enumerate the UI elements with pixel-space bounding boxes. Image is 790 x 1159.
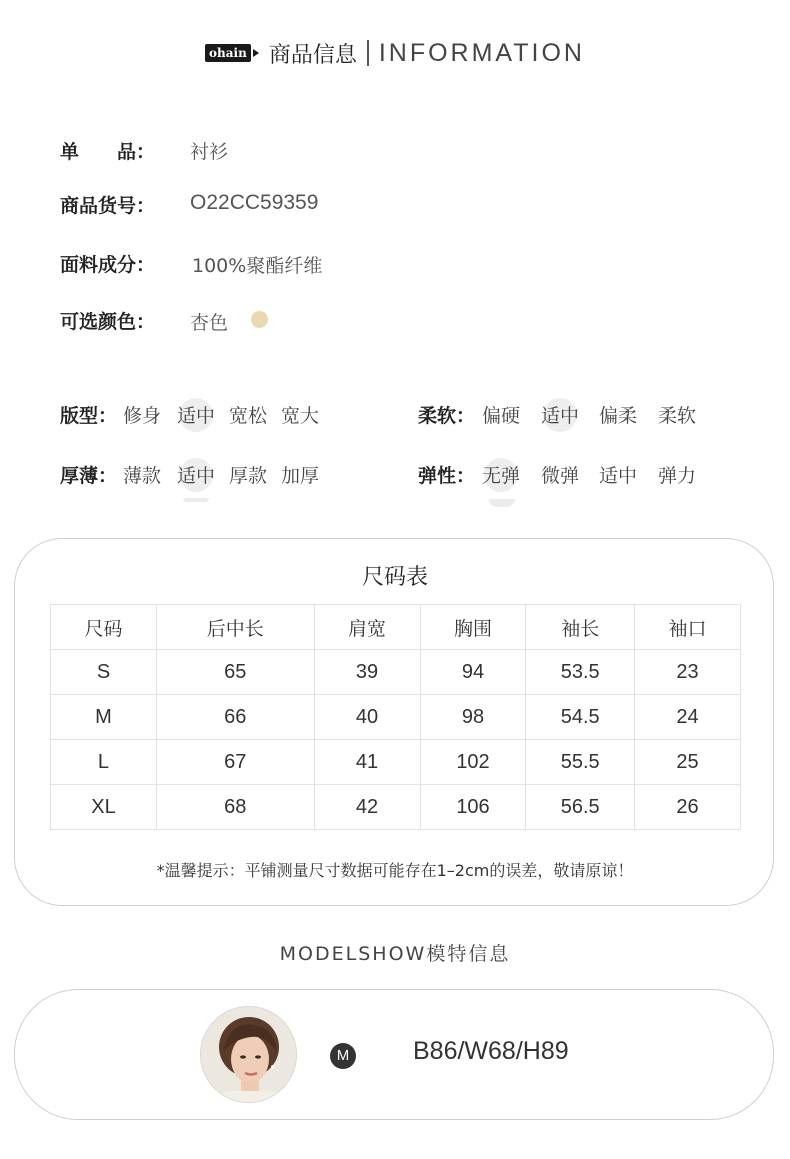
table-header-row bbox=[51, 605, 741, 650]
play-icon bbox=[253, 49, 259, 57]
info-value-item: 衬衫 bbox=[190, 141, 229, 163]
table-header-cell: 袖口 bbox=[634, 605, 740, 650]
header-title-en: INFORMATION bbox=[378, 38, 585, 67]
table-header-cell: 胸围 bbox=[420, 605, 526, 650]
model-show-title: MODELSHOW模特信息 bbox=[279, 943, 511, 965]
attr-option-thickness: 加厚 bbox=[281, 465, 320, 487]
info-label-fabric: 面料成分： bbox=[60, 254, 156, 276]
table-row bbox=[51, 650, 741, 695]
table-cell: 68 bbox=[156, 785, 314, 830]
table-cell: 25 bbox=[634, 740, 740, 785]
attr-option-softness: 柔软 bbox=[658, 405, 697, 427]
table-cell: 26 bbox=[634, 785, 740, 830]
attr-label-elasticity: 弹性： bbox=[418, 465, 476, 487]
header-title-cn: 商品信息 bbox=[268, 42, 357, 68]
table-cell: 66 bbox=[156, 695, 314, 740]
attr-label-fit: 版型： bbox=[60, 405, 118, 427]
table-cell: 42 bbox=[314, 785, 420, 830]
table-header-cell: 肩宽 bbox=[314, 605, 420, 650]
table-cell: 40 bbox=[314, 695, 420, 740]
attr-option-softness: 偏柔 bbox=[599, 405, 638, 427]
info-label-sku: 商品货号： bbox=[60, 195, 156, 217]
table-cell: L bbox=[51, 740, 157, 785]
attr-option-elasticity-selected: 无弹 bbox=[482, 461, 520, 488]
table-cell: 54.5 bbox=[526, 695, 634, 740]
table-cell: 94 bbox=[420, 650, 526, 695]
table-cell: 67 bbox=[156, 740, 314, 785]
table-cell: 24 bbox=[634, 695, 740, 740]
table-cell: M bbox=[51, 695, 157, 740]
table-cell: S bbox=[51, 650, 157, 695]
table-cell: 53.5 bbox=[526, 650, 634, 695]
size-chart-table bbox=[50, 604, 741, 830]
model-portrait-image bbox=[201, 1007, 296, 1102]
table-cell: 39 bbox=[314, 650, 420, 695]
attr-option-thickness: 薄款 bbox=[123, 465, 162, 487]
table-header-cell: 尺码 bbox=[51, 605, 157, 650]
model-measurements: B86/W68/H89 bbox=[413, 1037, 569, 1065]
model-card bbox=[14, 989, 774, 1120]
brand-logo-text: ohain bbox=[205, 44, 251, 62]
attr-option-fit: 宽松 bbox=[229, 405, 268, 427]
attr-option-softness-selected: 适中 bbox=[541, 401, 579, 428]
attr-option-fit: 宽大 bbox=[281, 405, 320, 427]
info-value-sku: O22CC59359 bbox=[190, 191, 319, 214]
info-label-color: 可选颜色： bbox=[60, 311, 156, 333]
color-swatch bbox=[251, 311, 268, 328]
measurement-note: *温馨提示：平铺测量尺寸数据可能存在1–2cm的误差，敬请原谅！ bbox=[156, 861, 634, 880]
info-value-fabric: 100%聚酯纤维 bbox=[192, 255, 323, 277]
attr-label-thickness: 厚薄： bbox=[60, 465, 118, 487]
attr-option-elasticity: 适中 bbox=[599, 465, 638, 487]
model-avatar bbox=[200, 1006, 297, 1103]
attr-option-fit: 修身 bbox=[123, 405, 162, 427]
attr-label-softness: 柔软： bbox=[418, 405, 476, 427]
model-size-badge: M bbox=[330, 1043, 356, 1069]
table-cell: 106 bbox=[420, 785, 526, 830]
info-value-color: 杏色 bbox=[190, 312, 229, 334]
attr-option-elasticity: 弹力 bbox=[658, 465, 697, 487]
table-cell: 23 bbox=[634, 650, 740, 695]
table-cell: 56.5 bbox=[526, 785, 634, 830]
brand-logo bbox=[205, 44, 259, 62]
selection-mark bbox=[489, 499, 515, 507]
attr-option-thickness-selected: 适中 bbox=[177, 461, 215, 488]
table-row bbox=[51, 695, 741, 740]
section-header bbox=[0, 36, 790, 70]
attr-option-fit-selected: 适中 bbox=[177, 401, 215, 428]
table-header-cell: 后中长 bbox=[156, 605, 314, 650]
header-divider bbox=[367, 40, 369, 66]
attr-option-thickness: 厚款 bbox=[229, 465, 268, 487]
table-cell: 65 bbox=[156, 650, 314, 695]
table-cell: 41 bbox=[314, 740, 420, 785]
table-cell: 102 bbox=[420, 740, 526, 785]
selection-mark bbox=[183, 498, 209, 502]
table-cell: 98 bbox=[420, 695, 526, 740]
table-row bbox=[51, 785, 741, 830]
table-row bbox=[51, 740, 741, 785]
table-header-cell: 袖长 bbox=[526, 605, 634, 650]
table-cell: 55.5 bbox=[526, 740, 634, 785]
table-cell: XL bbox=[51, 785, 157, 830]
attr-option-softness: 偏硬 bbox=[482, 405, 521, 427]
info-label-item: 单 品： bbox=[60, 141, 156, 163]
attr-option-elasticity: 微弹 bbox=[541, 465, 580, 487]
size-chart-title: 尺码表 bbox=[361, 565, 428, 590]
